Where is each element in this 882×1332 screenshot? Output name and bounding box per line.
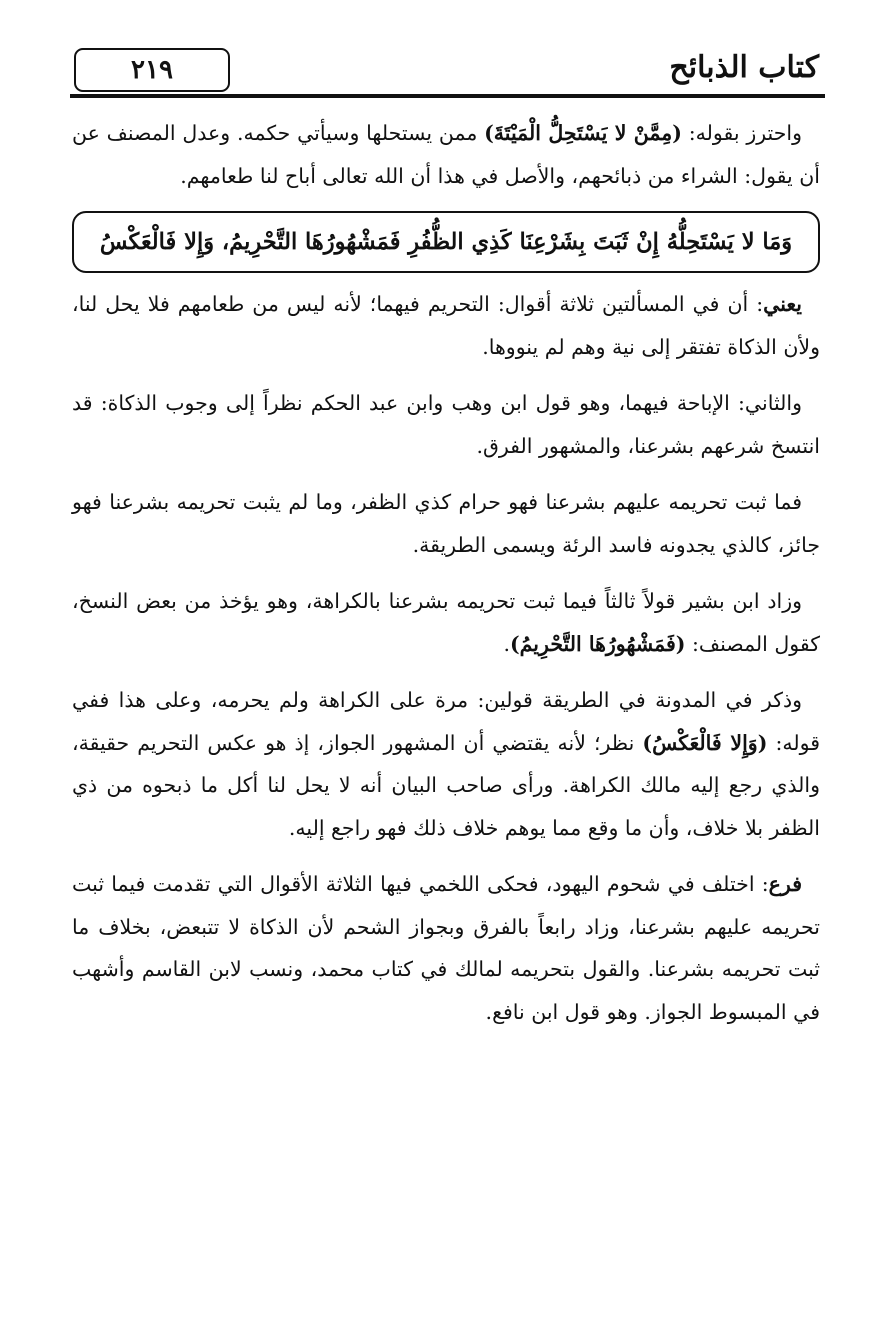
quoted-matn-2: (فَمَشْهُورُهَا التَّحْرِيمُ) — [509, 631, 686, 656]
matn-box: وَمَا لا يَسْتَحِلُّهُ إِنْ ثَبَتَ بِشَرْعِنَا كَذِي الظُّفُرِ فَمَشْهُورُهَا التَّحْرِيمُ، وَإِلا فَالْعَكْسُ — [72, 211, 820, 273]
paragraph-2-term: يعني — [763, 292, 802, 316]
paragraph-7 — [72, 863, 820, 1033]
paragraph-1 — [72, 112, 820, 197]
page-number: ٢١٩ — [74, 48, 230, 92]
paragraph-1-text-b: ممن يستحلها وسيأتي حكمه. وعدل المصنف عن أن يقول: الشراء من ذبائحهم، والأصل في هذا أن الله تعالى أباح لنا طعامهم. — [72, 121, 820, 188]
page-header — [70, 42, 825, 98]
paragraph-6 — [72, 679, 820, 849]
paragraph-5 — [72, 580, 820, 665]
paragraph-5-text-b: . — [503, 631, 510, 656]
paragraph-4: فما ثبت تحريمه عليهم بشرعنا فهو حرام كذي الظفر، وما لم يثبت تحريمه بشرعنا فهو جائز، كالذي يجدونه فاسد الرئة ويسمى الطريقة. — [72, 490, 820, 557]
quoted-matn-3: (وَإِلا فَالْعَكْسُ) — [642, 730, 768, 755]
paragraph-7-term: فرع — [768, 872, 802, 896]
paragraph-2-text: : أن في المسألتين ثلاثة أقوال: التحريم فيهما؛ لأنه ليس من طعامهم فلا يحل لنا، ولأن الذكاة تفتقر إلى نية وهم لم ينووها. — [72, 292, 820, 359]
paragraph-6-text-a: وذكر في المدونة في الطريقة قولين: مرة على الكراهة ولم يحرمه، وعلى هذا ففي قوله: — [72, 688, 820, 755]
header-rule — [70, 94, 825, 98]
quoted-matn-1: (مِمَّنْ لا يَسْتَحِلُّ الْمَيْتَةَ) — [484, 121, 682, 145]
paragraph-2 — [72, 283, 820, 368]
page-body — [72, 112, 820, 1047]
paragraph-3: والثاني: الإباحة فيهما، وهو قول ابن وهب وابن عبد الحكم نظراً إلى وجوب الذكاة: قد انتسخ شرعهم بشرعنا، والمشهور الفرق. — [72, 391, 820, 458]
running-title: كتاب الذبائح — [669, 50, 819, 85]
paragraph-7-text: : اختلف في شحوم اليهود، فحكى اللخمي فيها الثلاثة الأقوال التي تقدمت فيما ثبت تحريمه عليهم بشرعنا، وزاد رابعاً بالفرق وبجواز الشحم لأن الذكاة لا تتبعض، بخلاف ما ثبت تحريمه بشرعنا. والقول بتحريمه لمالك في كتاب محمد، ونسب لابن القاسم وأشهب في المبسوط الجواز. وهو قول ابن نافع. — [72, 872, 820, 1024]
paragraph-1-text-a: واحترز بقوله: — [681, 121, 802, 145]
paragraph-5-text-a: وزاد ابن بشير قولاً ثالثاً فيما ثبت تحريمه بشرعنا بالكراهة، وهو يؤخذ من بعض النسخ، كقول المصنف: — [72, 589, 820, 656]
paragraph-6-text-b: نظر؛ لأنه يقتضي أن المشهور الجواز، إذ هو عكس التحريم حقيقة، والذي رجع إليه مالك الكراهة. ورأى صاحب البيان أنه لا يحل لنا أكل ما ذبحوه من ذي الظفر بلا خلاف، وأن ما وقع مما يوهم خلاف ذلك فهو راجع إليه. — [72, 730, 820, 840]
